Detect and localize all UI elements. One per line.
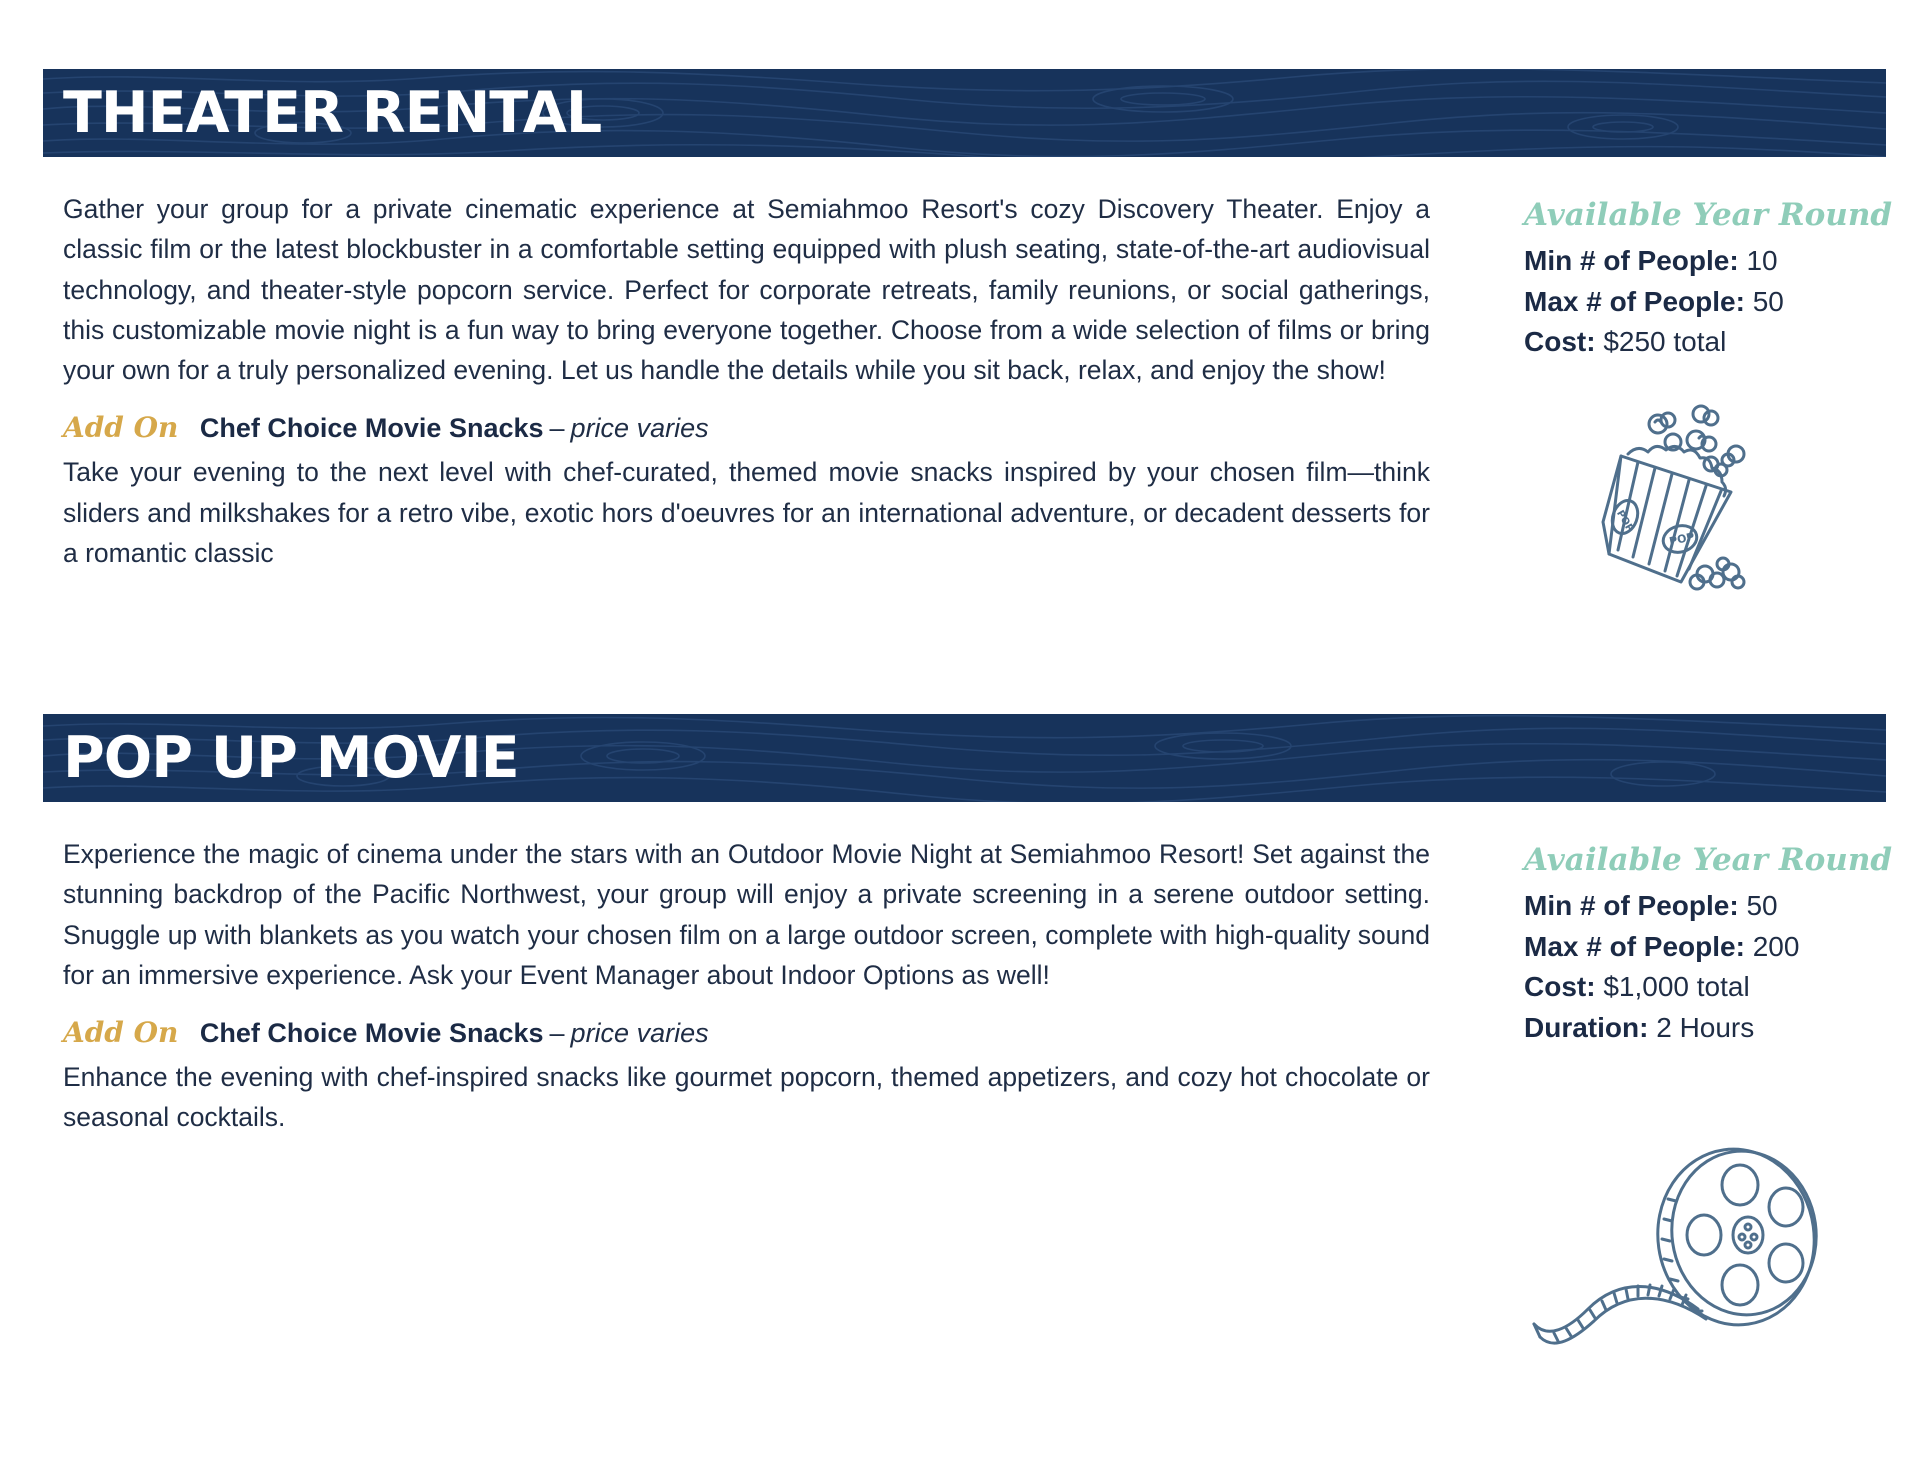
addon-price: price varies: [570, 413, 709, 444]
spec-max-people: [1524, 927, 1904, 968]
section-description: Experience the magic of cinema under the stars with an Outdoor Movie Night at Semiahmoo Resort! Set against the stunning backdrop of the Pacific Northwest, your group will enjoy a private screening in a serene outdoor setting. Snuggle up with blankets as you watch your chosen film on a large outdoor screen, complete with high-quality sound for an immersive experience. Ask your Event Manager about Indoor Options as well!: [63, 839, 1430, 990]
spec-value: 200: [1752, 930, 1800, 962]
addon-separator: –: [549, 1018, 565, 1049]
addon-line: [63, 1013, 1430, 1053]
svg-text:POP: POP: [1614, 508, 1636, 535]
addon-separator: –: [549, 413, 565, 444]
popcorn-icon: [1573, 404, 1803, 634]
addon-tag: Add On: [63, 1016, 179, 1050]
addon-tag: Add On: [63, 411, 179, 445]
theater-rental-section: [43, 69, 1893, 569]
section-description: Gather your group for a private cinematic experience at Semiahmoo Resort's cozy Discovery Theater. Enjoy a classic film or the latest blockbuster in a comfortable setting equipped with plush seating, state-of-the-art audiovisual technology, and theater-style popcorn service. Perfect for corporate retreats, family reunions, or social gatherings, this customizable movie night is a fun way to bring everyone together. Choose from a wide selection of films or bring your own for a truly personalized evening. Let us handle the details while you sit back, relax, and enjoy the show!: [63, 194, 1430, 386]
addon-price: price varies: [570, 1018, 709, 1049]
spec-label: Min # of People:: [1524, 890, 1739, 921]
spec-value: 50: [1746, 890, 1778, 921]
spec-value: $1,000 total: [1603, 971, 1750, 1002]
main-content: [63, 189, 1430, 573]
spec-label: Max # of People:: [1524, 285, 1745, 317]
spec-label: Cost:: [1524, 326, 1596, 357]
spec-value: 10: [1746, 245, 1778, 276]
svg-text:POP: POP: [1667, 530, 1696, 549]
spec-max-people: [1524, 282, 1904, 323]
spec-label: Min # of People:: [1524, 245, 1739, 276]
section-banner: [43, 69, 1886, 157]
spec-value: 50: [1752, 285, 1784, 317]
addon-description: Take your evening to the next level with chef-curated, themed movie snacks inspired by your chosen film—think sliders and milkshakes for a retro vibe, exotic hors d'oeuvres for an international adventure, or decadent desserts for a romantic classic: [63, 457, 1430, 569]
details-sidebar: [1524, 838, 1904, 1048]
addon-name: Chef Choice Movie Snacks: [199, 1018, 544, 1049]
spec-label: Max # of People:: [1524, 930, 1745, 962]
details-sidebar: [1524, 193, 1904, 363]
spec-min-people: [1524, 886, 1904, 927]
addon-line: [63, 408, 1430, 448]
section-title: THEATER RENTAL: [63, 80, 602, 146]
addon-description: Enhance the evening with chef-inspired snacks like gourmet popcorn, themed appetizers, and cozy hot chocolate or seasonal cocktails.: [63, 1062, 1430, 1133]
main-content: [63, 834, 1430, 1138]
section-title: POP UP MOVIE: [63, 725, 519, 791]
spec-cost: [1524, 967, 1904, 1008]
availability-label: Available Year Round: [1524, 842, 1893, 878]
availability-label: Available Year Round: [1524, 197, 1893, 233]
pop-up-movie-section: [43, 714, 1893, 1133]
addon-name: Chef Choice Movie Snacks: [199, 413, 544, 444]
spec-cost: [1524, 322, 1904, 363]
spec-label: Cost:: [1524, 971, 1596, 1002]
spec-label: Duration:: [1524, 1011, 1649, 1043]
film-reel-icon: [1528, 1139, 1848, 1359]
spec-min-people: [1524, 241, 1904, 282]
spec-duration: [1524, 1008, 1904, 1049]
spec-value: 2 Hours: [1656, 1011, 1755, 1043]
section-banner: [43, 714, 1886, 802]
spec-value: $250 total: [1603, 326, 1727, 357]
